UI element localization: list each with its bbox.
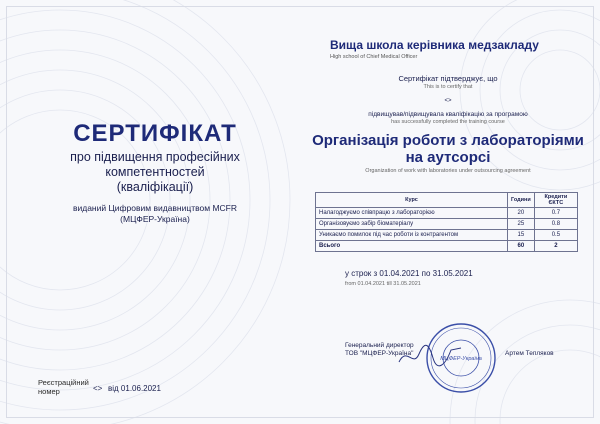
registry-label-line: Реєстраційний (38, 378, 89, 387)
issuer-line: виданий Цифровим видавництвом MCFR (72, 203, 238, 213)
issuer-text (20, 203, 290, 225)
certify-text: Сертифікат підтверджує, що (398, 74, 498, 83)
director-position-line: ТОВ "МЦФЕР-Україна" (345, 350, 414, 357)
passed-text: підвищував/підвищувала кваліфікацію за програмою (368, 111, 528, 118)
course-title-en: Organization of work with laboratories under outsourcing agreement (365, 168, 531, 174)
course-modules-table (315, 192, 578, 252)
certify-text-en: This is to certify that (423, 84, 473, 90)
module-credits: 0.8 (534, 219, 577, 230)
subtitle-line: про підвищення професійних (70, 150, 240, 164)
table-row (316, 208, 578, 219)
certificate-subtitle (20, 150, 290, 195)
module-credits: 0.5 (534, 230, 577, 241)
table-header-row (316, 193, 578, 208)
certificate-title: СЕРТИФІКАТ (73, 120, 237, 147)
certificate-heading-block (20, 120, 290, 225)
module-hours: 25 (508, 219, 535, 230)
registry-label (38, 378, 89, 396)
stamp-text: МЦФЕР-Україна (440, 356, 482, 362)
total-hours: 60 (508, 241, 535, 252)
school-name-en: High school of Chief Medical Officer (330, 54, 418, 60)
signature-scribble (395, 340, 465, 370)
holder-name: <> (444, 98, 452, 104)
column-header-course: Курс (316, 193, 508, 208)
issuer-line: (МЦФЕР-Україна) (120, 214, 190, 224)
registry-number: <> (93, 384, 103, 393)
passed-text-en: has successfully completed the training course (391, 119, 505, 125)
subtitle-line: компетентностей (105, 165, 205, 179)
registry-date: від 01.06.2021 (108, 384, 161, 393)
column-header-hours: Години (508, 193, 535, 208)
total-label: Всього (316, 241, 508, 252)
course-title: Організація роботи з лабораторіями на аутсорсі (312, 132, 584, 166)
module-hours: 15 (508, 230, 535, 241)
column-header-credits: Кредити ЄКТС (534, 193, 577, 208)
table-row (316, 230, 578, 241)
training-term: у строк з 01.04.2021 по 31.05.2021 (345, 269, 473, 278)
table-total-row (316, 241, 578, 252)
director-position-line: Генеральний директор (345, 342, 414, 349)
training-term-en: from 01.04.2021 till 31.05.2021 (345, 281, 421, 287)
total-credits: 2 (534, 241, 577, 252)
school-name: Вища школа керівника медзакладу (330, 38, 539, 52)
module-name: Уникаємо помилок під час роботи із контрагентом (316, 230, 508, 241)
signer-name: Артем Тепляков (505, 350, 554, 357)
subtitle-line: (кваліфікації) (116, 180, 194, 194)
module-credits: 0.7 (534, 208, 577, 219)
module-name: Організовуємо забір біоматеріалу (316, 219, 508, 230)
registry-label-line: номер (38, 387, 60, 396)
certificate-body (310, 38, 586, 174)
module-hours: 20 (508, 208, 535, 219)
module-name: Налагоджуємо співпрацю з лабораторією (316, 208, 508, 219)
table-row (316, 219, 578, 230)
